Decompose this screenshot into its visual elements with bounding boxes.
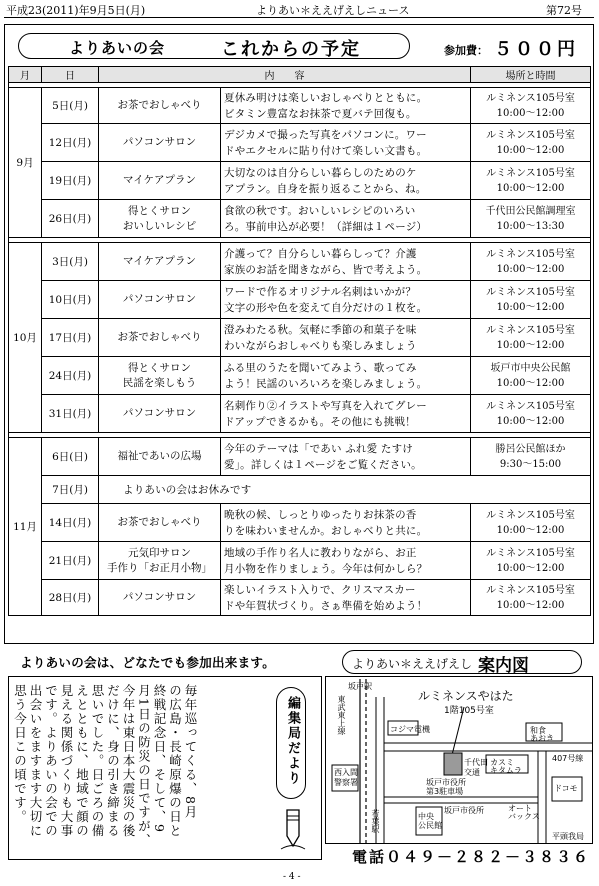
map-chuo: 中央 (418, 812, 434, 821)
editorial-line: えとともに、地域で顔の (74, 684, 90, 838)
place-line: 10:00～12:00 (496, 339, 565, 351)
event-line: お茶でおしゃべり (117, 516, 202, 528)
table-row (9, 162, 591, 200)
content-line: アプラン。自身を振り返ることから、ね。 (224, 182, 427, 195)
map-lumi-room: 1階105号室 (444, 706, 494, 716)
content-line: ろ。事前申込が必要！（詳細は１ページ） (224, 220, 428, 233)
content-line: ふる里のうたを聞いてみよう、歌ってみ (224, 361, 417, 374)
place-line: 10:00～12:00 (496, 144, 565, 156)
day-cell: 24日(月) (42, 357, 99, 395)
section-title-pill (18, 33, 410, 59)
editorial-line: です。よりあいの会での (43, 684, 59, 838)
event-cell (99, 200, 221, 238)
event-line: おいしいレシピ (122, 219, 197, 232)
map-washoku-2: あおき (530, 734, 554, 743)
place-cell (471, 395, 591, 433)
event-cell (99, 395, 221, 433)
phone-number: 電話０４９－２８２－３８３６ (352, 848, 591, 866)
section-title: これからの予定 (221, 39, 361, 60)
map-chiyoda-2: 交通 (464, 768, 480, 777)
schedule-table (8, 66, 591, 616)
pen-icon (278, 806, 308, 852)
map-wakaba-station: 若葉駅 (371, 809, 380, 833)
editorial-line: 毎年巡ってくる、8月 (183, 684, 198, 820)
content-line: ドアップできるかも。その他にも挑戦！ (224, 415, 416, 428)
place-line: ルミネンス105号室 (486, 509, 575, 521)
table-row (9, 476, 591, 504)
place-line: 10:00～12:00 (496, 562, 565, 574)
editorial-title-box (276, 687, 306, 799)
content-line: よう！民謡のいろいろを楽しみましょう。 (224, 377, 428, 390)
newsletter-title: よりあい＊ええげえしニュース (256, 4, 410, 17)
table-row (9, 542, 591, 580)
place-line: 10:00～12:00 (496, 107, 565, 119)
editorial-line: の広島・長崎原爆の日と (167, 684, 183, 838)
map-city-office: 坂戸市役所 (444, 806, 484, 815)
event-line: 福祉であいの広場 (117, 450, 202, 462)
place-line: 10:00～13:30 (496, 220, 565, 232)
map-police: 西入間 (334, 768, 358, 777)
map-title: 案内図 (478, 656, 529, 676)
map-route: 407号線 (552, 754, 584, 763)
day-cell: 7日(月) (42, 476, 99, 504)
day-cell: 31日(月) (42, 395, 99, 433)
place-cell (471, 542, 591, 580)
event-line: お茶でおしゃべり (117, 99, 202, 111)
map-title-name: よりあい＊ええげえし (352, 657, 473, 671)
editorial-title: 編集局だより (285, 696, 300, 786)
table-row (9, 504, 591, 542)
map-washoku: 和食 (530, 726, 546, 735)
content-line: 文字の形や色を変えて自分だけの１枚を。 (224, 301, 428, 314)
content-cell (221, 438, 471, 476)
day-cell: 17日(月) (42, 319, 99, 357)
place-line: 10:00～12:00 (496, 415, 565, 427)
table-row (9, 395, 591, 433)
map-rail-line: 東武東上線 (337, 695, 346, 735)
content-cell (221, 580, 471, 616)
content-line: ドや年賀状づくり。さぁ準備を始めよう！ (224, 599, 428, 612)
event-cell (99, 504, 221, 542)
event-line: パソコンサロン (122, 293, 197, 305)
map-sakado-station: 坂戸駅 (348, 682, 372, 691)
event-cell (99, 319, 221, 357)
map-kasumi-2: キタムラ (490, 766, 522, 775)
event-line: パソコンサロン (122, 591, 197, 603)
page-header (6, 2, 593, 18)
editorial-line: 見える関係づくりも大事 (59, 684, 74, 838)
place-cell (471, 162, 591, 200)
editorial-line: 思う今日この頃です。 (12, 684, 28, 824)
editorial-line: だけに、身の引き締まる (105, 684, 121, 838)
content-line: 大切なのは自分らしい暮らしのためのケ (224, 166, 417, 179)
map-annex: 坂戸市役所 (426, 778, 466, 787)
content-line: 家族のお話を聞きながら、皆で考えよう。 (224, 263, 428, 276)
table-row (9, 243, 591, 281)
editorial-line: 今年は東日本大震災の後 (121, 684, 136, 838)
event-cell (99, 281, 221, 319)
place-line: 10:00～12:00 (496, 301, 565, 313)
place-line: ルミネンス105号室 (486, 547, 575, 559)
content-line: ドやエクセルに貼り付けて楽しい文書も。 (224, 144, 428, 157)
content-line: 食欲の秋です。おいしいレシピのいろい (224, 204, 416, 217)
map-autobacs: オート (508, 804, 532, 813)
editorial-line: 出会いをますます大切に (28, 684, 43, 838)
content-line: 愛」。詳しくは１ページをご覧ください。 (224, 458, 422, 471)
table-row (9, 580, 591, 616)
event-line: マイケアプラン (122, 174, 197, 186)
month-cell: 11月 (9, 438, 42, 616)
place-cell (471, 580, 591, 616)
place-line: ルミネンス105号室 (486, 92, 575, 104)
map-lumi-name: ルミネンスやはた (418, 689, 514, 703)
event-line: 元気印サロン (128, 546, 191, 559)
access-map (325, 676, 593, 844)
place-line: ルミネンス105号室 (486, 286, 575, 298)
closed-cell: よりあいの会はお休みです (99, 476, 591, 504)
content-line: 介護って？自分らしい暮らしって？介護 (224, 247, 417, 260)
col-place: 場所と時間 (471, 67, 591, 83)
issue-number: 第72号 (546, 4, 582, 17)
content-cell (221, 200, 471, 238)
editorial-line: 思いでした。日ごろの備 (90, 684, 105, 838)
col-month: 月 (9, 67, 42, 83)
map-police-2: 警察署 (334, 778, 358, 787)
content-line: 今年のテーマは「であい ふれ愛 たすけ (224, 442, 413, 455)
event-cell (99, 580, 221, 616)
place-line: 9:30～15:00 (499, 458, 562, 470)
content-line: 楽しいイラスト入りで、クリスマスカー (224, 583, 416, 596)
page-number: - 4 - (283, 872, 301, 882)
content-line: ビタミン豊富なお抹茶で夏バテ回復も。 (224, 107, 417, 120)
map-mart: ドコモ (554, 784, 578, 793)
table-row (9, 438, 591, 476)
content-line: 月小物を作りましょう。今年は何かしら？ (224, 562, 428, 575)
place-line: 10:00～12:00 (496, 377, 565, 389)
issue-date: 平成23(2011)年9月5日(月) (6, 4, 146, 17)
content-cell (221, 504, 471, 542)
day-cell: 5日(月) (42, 88, 99, 124)
event-line: パソコンサロン (122, 136, 197, 148)
col-day: 日 (42, 67, 99, 83)
event-line: パソコンサロン (122, 407, 197, 419)
fee-label: 参加費： (444, 44, 488, 57)
header-row (9, 67, 591, 83)
fee-value: ５００円 (494, 39, 578, 60)
content-line: 地域の手作り名人に教わりながら、お正 (224, 546, 417, 559)
content-cell (221, 124, 471, 162)
content-cell (221, 281, 471, 319)
map-annex-2: 第3駐車場 (426, 787, 464, 796)
place-cell (471, 281, 591, 319)
place-line: 10:00～12:00 (496, 182, 565, 194)
event-line: マイケアプラン (122, 255, 197, 267)
content-line: デジカメで撮った写真をパソコンに。ワー (224, 128, 427, 141)
place-cell (471, 124, 591, 162)
table-row (9, 200, 591, 238)
event-cell (99, 243, 221, 281)
content-cell (221, 162, 471, 200)
event-line: お茶でおしゃべり (117, 331, 202, 343)
map-chuo-2: 公民館 (418, 821, 442, 830)
content-cell (221, 357, 471, 395)
content-cell (221, 542, 471, 580)
content-line: 名刺作り②イラストや写真を入れてグレー (224, 399, 427, 412)
day-cell: 28日(月) (42, 580, 99, 616)
place-line: ルミネンス105号室 (486, 324, 575, 336)
table-row (9, 357, 591, 395)
map-store: コジマ電機 (390, 725, 430, 734)
event-line: 手作り「お正月小物」 (107, 561, 212, 574)
editorial-line: 終戦記念日、そして、9 (152, 684, 167, 834)
day-cell: 12日(月) (42, 124, 99, 162)
place-line: 坂戸市中央公民館 (490, 362, 571, 374)
place-line: ルミネンス105号室 (486, 167, 575, 179)
content-line: りを味わいませんか。おしゃべりと共に。 (224, 524, 428, 537)
map-autobacs-2: バックス (508, 812, 540, 821)
place-cell (471, 357, 591, 395)
day-cell: 19日(月) (42, 162, 99, 200)
place-line: 10:00～12:00 (496, 263, 565, 275)
group-name: よりあいの会 (69, 39, 166, 57)
map-chiyoda: 千代田 (464, 758, 488, 767)
place-cell (471, 243, 591, 281)
place-cell (471, 438, 591, 476)
month-cell: 9月 (9, 88, 42, 238)
event-cell (99, 542, 221, 580)
place-cell (471, 200, 591, 238)
place-line: 勝呂公民館ほか (495, 443, 566, 455)
place-line: 10:00～12:00 (496, 599, 565, 611)
content-cell (221, 395, 471, 433)
event-cell (99, 124, 221, 162)
day-cell: 14日(月) (42, 504, 99, 542)
day-cell: 6日(日) (42, 438, 99, 476)
content-line: 夏休み明けは楽しいおしゃべりとともに。 (224, 91, 428, 104)
day-cell: 26日(月) (42, 200, 99, 238)
col-content: 内 容 (99, 67, 471, 83)
event-line: 民謡を楽しもう (122, 376, 197, 389)
event-cell (99, 438, 221, 476)
map-post: 平頭我局 (552, 832, 584, 841)
event-cell (99, 88, 221, 124)
table-row (9, 124, 591, 162)
month-cell: 10月 (9, 243, 42, 433)
editorial-line: 月1日の防災の日ですが、 (136, 684, 152, 848)
open-to-all-note: よりあいの会は、どなたでも参加出来ます。 (20, 655, 276, 670)
table-row (9, 281, 591, 319)
content-line: わいながらおしゃべりも楽しみましょう (224, 339, 417, 352)
content-line: 澄みわたる秋。気軽に季節の和菓子を味 (224, 323, 417, 336)
place-cell (471, 88, 591, 124)
content-line: ワードで作るオリジナル名刺はいかが？ (224, 285, 417, 298)
place-line: ルミネンス105号室 (486, 584, 575, 596)
table-row (9, 88, 591, 124)
event-cell (99, 162, 221, 200)
content-cell (221, 319, 471, 357)
map-kasumi: カスミ (490, 758, 514, 767)
content-cell (221, 88, 471, 124)
content-line: 晩秋の候、しっとりゆったりお抹茶の香 (224, 508, 417, 521)
day-cell: 10日(月) (42, 281, 99, 319)
place-cell (471, 504, 591, 542)
event-line: 得とくサロン (128, 204, 191, 217)
content-cell (221, 243, 471, 281)
header-divider (4, 17, 594, 18)
table-row (9, 319, 591, 357)
place-cell (471, 319, 591, 357)
editorial-text (12, 684, 198, 856)
place-line: 10:00～12:00 (496, 524, 565, 536)
place-line: ルミネンス105号室 (486, 400, 575, 412)
day-cell: 21日(月) (42, 542, 99, 580)
event-line: 得とくサロン (128, 361, 191, 374)
place-line: ルミネンス105号室 (486, 129, 575, 141)
event-cell (99, 357, 221, 395)
place-line: 千代田公民館調理室 (485, 205, 576, 217)
day-cell: 3日(月) (42, 243, 99, 281)
place-line: ルミネンス105号室 (486, 248, 575, 260)
